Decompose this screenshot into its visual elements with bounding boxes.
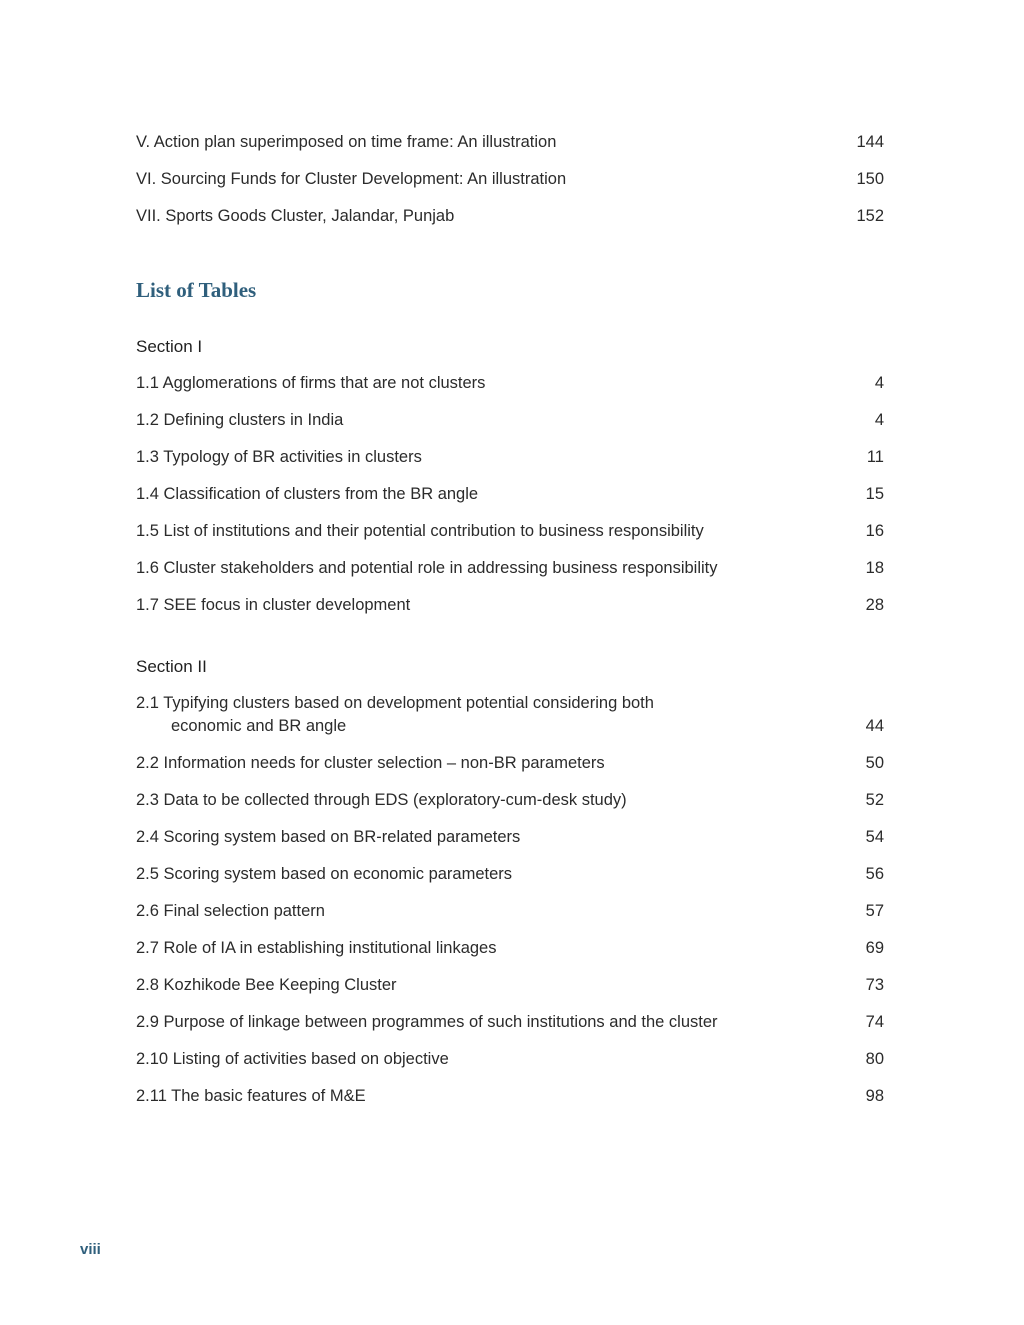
- toc-entry-page: 152: [856, 207, 884, 225]
- toc-entry-page: 57: [865, 902, 884, 920]
- toc-entry-title: 2.4 Scoring system based on BR-related parameters: [136, 828, 521, 846]
- toc-entry[interactable]: [136, 409, 884, 432]
- toc-entry-page: 98: [865, 1087, 884, 1105]
- toc-entry-title-line2: economic and BR angle: [171, 717, 347, 735]
- toc-entry[interactable]: [136, 520, 884, 543]
- toc-entry-title: 2.3 Data to be collected through EDS (exploratory-cum-desk study): [136, 791, 627, 809]
- toc-entry-title: 2.6 Final selection pattern: [136, 902, 325, 920]
- toc-entry-title: V. Action plan superimposed on time frame: An illustration: [136, 133, 557, 151]
- toc-entry-title: 1.4 Classification of clusters from the BR angle: [136, 485, 479, 503]
- toc-entry[interactable]: [136, 372, 884, 395]
- toc-entry[interactable]: [136, 826, 884, 849]
- toc-entry[interactable]: [136, 483, 884, 506]
- toc-entry-title: 1.5 List of institutions and their potential contribution to business responsibility: [136, 522, 704, 540]
- toc-entry-title: VII. Sports Goods Cluster, Jalandar, Punjab: [136, 207, 455, 225]
- toc-entry[interactable]: [136, 205, 884, 228]
- toc-entry-title: 2.11 The basic features of M&E: [136, 1087, 366, 1105]
- section-2: [136, 655, 884, 1108]
- section-1: [136, 335, 884, 617]
- toc-entry-title: 1.6 Cluster stakeholders and potential role in addressing business responsibility: [136, 559, 718, 577]
- toc-entry-title: 1.1 Agglomerations of firms that are not clusters: [136, 374, 486, 392]
- toc-entry-page: 69: [865, 939, 884, 957]
- toc-entry-title: VI. Sourcing Funds for Cluster Development: An illustration: [136, 170, 567, 188]
- section-label: Section I: [136, 337, 203, 356]
- toc-entry[interactable]: [136, 863, 884, 886]
- toc-entry-title: 2.9 Purpose of linkage between programmes of such institutions and the cluster: [136, 1013, 718, 1031]
- toc-entry-title: 2.5 Scoring system based on economic parameters: [136, 865, 513, 883]
- toc-entry-page: 74: [865, 1013, 884, 1031]
- figures-list-continued: [136, 131, 884, 228]
- toc-entry[interactable]: [136, 557, 884, 580]
- toc-entry-page: 4: [874, 374, 884, 392]
- toc-entry[interactable]: [136, 131, 884, 154]
- toc-entry-title: [136, 692, 654, 738]
- section-label: Section II: [136, 657, 207, 676]
- toc-entry-page: 144: [856, 133, 884, 151]
- toc-entry-page: 56: [865, 865, 884, 883]
- toc-entry[interactable]: [136, 168, 884, 191]
- toc-entry-title: 1.2 Defining clusters in India: [136, 411, 344, 429]
- toc-entry-page: 4: [874, 411, 884, 429]
- toc-entry-page: 54: [865, 828, 884, 846]
- toc-entry-title: 2.7 Role of IA in establishing institutional linkages: [136, 939, 497, 957]
- toc-entry[interactable]: [136, 594, 884, 617]
- toc-entry[interactable]: [136, 900, 884, 923]
- toc-entry-page: 11: [866, 448, 884, 466]
- toc-content: [136, 131, 884, 1122]
- toc-entry-title: 2.8 Kozhikode Bee Keeping Cluster: [136, 976, 397, 994]
- toc-entry-title: 2.2 Information needs for cluster selection – non-BR parameters: [136, 754, 605, 772]
- toc-entry-page: 80: [865, 1050, 884, 1068]
- toc-entry-page: 16: [865, 522, 884, 540]
- toc-entry[interactable]: [136, 1048, 884, 1071]
- toc-entry[interactable]: [136, 692, 884, 738]
- toc-entry[interactable]: [136, 974, 884, 997]
- toc-entry-page: 50: [865, 754, 884, 772]
- toc-entry-page: 28: [865, 596, 884, 614]
- toc-entry-page: 44: [865, 717, 884, 735]
- toc-entry-title-line1: 2.1 Typifying clusters based on development potential considering both: [136, 694, 654, 712]
- toc-entry-page: 18: [865, 559, 884, 577]
- toc-entry-page: 52: [865, 791, 884, 809]
- toc-entry-title: 2.10 Listing of activities based on objective: [136, 1050, 449, 1068]
- toc-entry[interactable]: [136, 752, 884, 775]
- toc-entry-page: 15: [865, 485, 884, 503]
- list-of-tables-heading: List of Tables: [136, 278, 257, 302]
- toc-entry-title: 1.7 SEE focus in cluster development: [136, 596, 411, 614]
- toc-entry[interactable]: [136, 446, 884, 469]
- toc-entry-page: 73: [865, 976, 884, 994]
- page-number: viii: [80, 1241, 101, 1258]
- toc-entry[interactable]: [136, 1011, 884, 1034]
- toc-entry-title: 1.3 Typology of BR activities in clusters: [136, 448, 422, 466]
- toc-entry[interactable]: [136, 1085, 884, 1108]
- toc-entry-page: 150: [856, 170, 884, 188]
- toc-entry[interactable]: [136, 937, 884, 960]
- toc-entry[interactable]: [136, 789, 884, 812]
